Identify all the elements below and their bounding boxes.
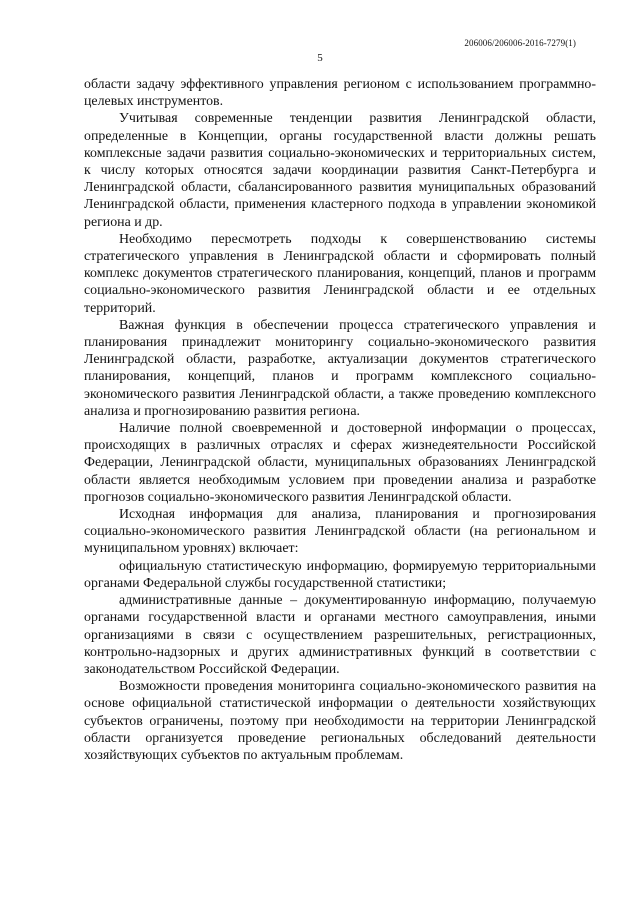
paragraph-5: Наличие полной своевременной и достоверной информации о процессах, происходящих в различных отраслях и сферах жизнедеятельности Российской Федерации, Ленинградской области, муниципальных образованиях Ленинградской области является необходимым условием при проведении анализа и разработке прогнозов социально-экономического развития Ленинградской области. bbox=[84, 421, 596, 505]
paragraph-9: Возможности проведения мониторинга социально-экономического развития на основе официальной статистической информации о деятельности хозяйствующих субъектов ограничены, поэтому при необходимости на территории Ленинградской области организуется проведение региональных обследований деятельности хозяйствующих субъектов по актуальным проблемам. bbox=[84, 679, 596, 763]
paragraph-3: Необходимо пересмотреть подходы к совершенствованию системы стратегического управления в Ленинградской области и сформировать полный комплекс документов стратегического планирования, концепций, планов и программ социально-экономического развития Ленинградской области и ее отдельных территорий. bbox=[84, 231, 596, 316]
paragraph-2: Учитывая современные тенденции развития Ленинградской области, определенные в Концепции, органы государственной власти должны решать комплексные задачи развития социально-экономических и территориальных систем, к числу которых относятся задачи координации развития Санкт-Петербурга и Ленинградской области, сбалансированного развития муниципальных образований Ленинградской области, применения кластерного подхода в управлении экономикой региона и др. bbox=[84, 111, 596, 230]
page-number: 5 bbox=[317, 52, 323, 64]
document-body bbox=[84, 76, 596, 764]
paragraph-6: Исходная информация для анализа, планирования и прогнозирования социально-экономического развития Ленинградской области (на региональном и муниципальном уровнях) включает: bbox=[84, 507, 596, 557]
document-id: 206006/206006-2016-7279(1) bbox=[464, 38, 576, 48]
list-item-statistics: официальную статистическую информацию, формируемую территориальными органами Федеральной службы государственной статистики; bbox=[84, 558, 596, 591]
paragraph-1: области задачу эффективного управления регионом с использованием программно-целевых инструментов. bbox=[84, 77, 596, 110]
list-item-administrative-data: административные данные – документированную информацию, получаемую органами государственной власти и органами местного самоуправления, иными организациями в связи с осуществлением разрешительных, регистрационных, контрольно-надзорных и других административных функций в соответствии с законодательством Российской Федерации. bbox=[84, 593, 596, 677]
paragraph-4: Важная функция в обеспечении процесса стратегического управления и планирования принадлежит мониторингу социально-экономического развития Ленинградской области, разработке, актуализации документов стратегического планирования, концепций, планов и программ комплексного социально-экономического развития Ленинградской области, а также проведению комплексного анализа и прогнозированию развития региона. bbox=[84, 317, 596, 419]
